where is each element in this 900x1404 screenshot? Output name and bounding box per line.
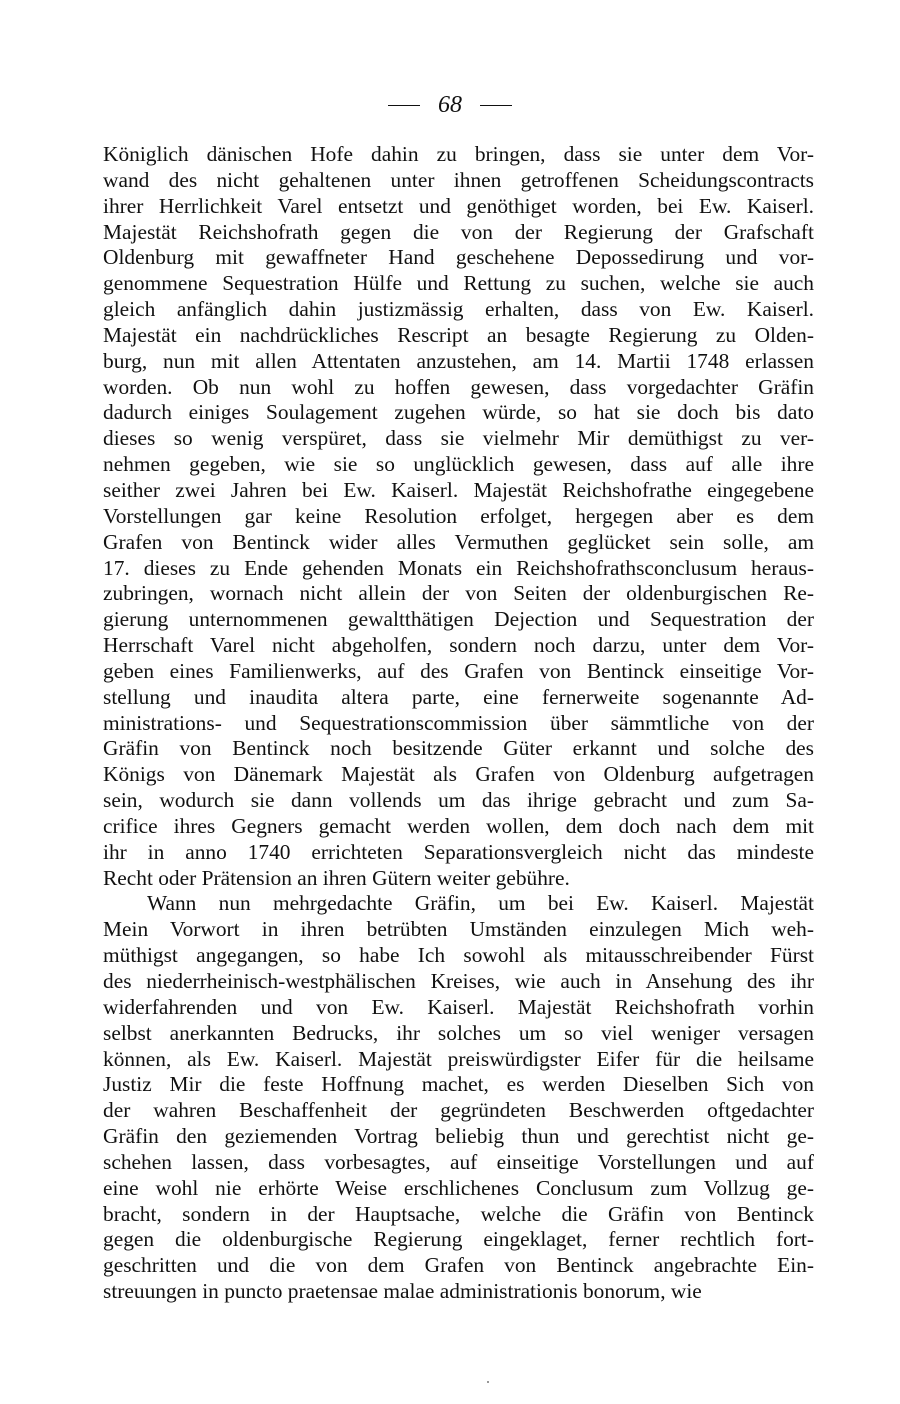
print-speck — [487, 1381, 489, 1383]
text-line: des niederrheinisch-westphälischen Kreises, wie auch in Ansehung des ihr — [103, 969, 814, 993]
text-line: selbst anerkannten Bedrucks, ihr solches um so viel weniger versagen — [103, 1020, 814, 1045]
text-line: der wahren Beschaffenheit der gegründeten Beschwerden oftgedachter — [103, 1098, 814, 1123]
text-line: gierung unternommenen gewaltthätigen Dejection und Sequestration der — [103, 607, 814, 632]
text-line: Gräfin den geziemenden Vortrag beliebig thun und gerechtist nicht ge- — [103, 1124, 814, 1149]
text-line: bracht, sondern in der Hauptsache, welche die Gräfin von Bentinck — [103, 1201, 814, 1226]
text-line: gleich anfänglich dahin justizmässig erhalten, dass von Ew. Kaiserl. — [103, 297, 814, 322]
text-line: 17. dieses zu Ende gehenden Monats ein Reichshofrathsconclusum heraus- — [103, 555, 814, 580]
text-line: Herrschaft Varel nicht abgeholfen, sondern noch darzu, unter dem Vor- — [103, 633, 814, 658]
header-dash-left — [388, 105, 420, 106]
text-line: widerfahrenden und von Ew. Kaiserl. Majestät Reichshofrath vorhin — [103, 994, 814, 1019]
text-line: schehen lassen, dass vorbesagtes, auf einseitige Vorstellungen und auf — [103, 1149, 814, 1174]
paragraph — [103, 891, 814, 1305]
text-line: geben eines Familienwerks, auf des Grafen von Bentinck einseitige Vor- — [103, 658, 814, 683]
text-line: Königlich dänischen Hofe dahin zu bringen, dass sie unter dem Vor- — [103, 142, 814, 166]
text-line: dadurch einiges Soulagement zugehen würde, so hat sie doch bis dato — [103, 400, 814, 425]
text-line: Mein Vorwort in ihren betrübten Umständen einzulegen Mich weh- — [103, 917, 814, 942]
text-line: sein, wodurch sie dann vollends um das ihrige gebracht und zum Sa- — [103, 788, 814, 813]
text-line: Majestät ein nachdrückliches Rescript an besagte Regierung zu Olden- — [103, 322, 814, 347]
text-line: Wann nun mehrgedachte Gräfin, um bei Ew. Kaiserl. Majestät — [147, 891, 814, 916]
text-line: müthigst angegangen, so habe Ich sowohl als mitausschreibender Fürst — [103, 943, 814, 968]
text-line: Majestät Reichshofrath gegen die von der Regierung der Grafschaft — [103, 219, 814, 244]
header-dash-right — [480, 105, 512, 106]
text-line: Königs von Dänemark Majestät als Grafen von Oldenburg aufgetragen — [103, 762, 814, 787]
text-line: Gräfin von Bentinck noch besitzende Güter erkannt und solche des — [103, 736, 814, 761]
text-line: nehmen gegeben, wie sie so unglücklich gewesen, dass auf alle ihre — [103, 452, 814, 477]
text-line: gegen die oldenburgische Regierung eingeklaget, ferner rechtlich fort- — [103, 1227, 814, 1252]
text-line: seither zwei Jahren bei Ew. Kaiserl. Majestät Reichshofrathe eingegebene — [103, 477, 814, 502]
paragraph — [103, 142, 814, 891]
text-line: dieses so wenig verspüret, dass sie vielmehr Mir demüthigst zu ver- — [103, 426, 814, 451]
text-line: eine wohl nie erhörte Weise erschlichenes Conclusum zum Vollzug ge- — [103, 1175, 814, 1200]
text-line: burg, nun mit allen Attentaten anzustehen, am 14. Martii 1748 erlassen — [103, 348, 814, 373]
text-line: Vorstellungen gar keine Resolution erfolget, hergegen aber es dem — [103, 503, 814, 528]
text-line: Oldenburg mit gewaffneter Hand geschehene Depossedirung und vor- — [103, 245, 814, 270]
text-line: geschritten und die von dem Grafen von Bentinck angebrachte Ein- — [103, 1253, 814, 1278]
text-line: ministrations- und Sequestrationscommission über sämmtliche von der — [103, 710, 814, 735]
text-line: wand des nicht gehaltenen unter ihnen getroffenen Scheidungscontracts — [103, 167, 814, 192]
text-line: zubringen, wornach nicht allein der von Seiten der oldenburgischen Re- — [103, 581, 814, 606]
text-line: worden. Ob nun wohl zu hoffen gewesen, dass vorgedachter Gräfin — [103, 374, 814, 399]
body-text — [103, 142, 814, 1305]
text-line: crifice ihres Gegners gemacht werden wollen, dem doch nach dem mit — [103, 813, 814, 838]
page-number: 68 — [438, 92, 462, 118]
text-line: genommene Sequestration Hülfe und Rettung zu suchen, welche sie auch — [103, 271, 814, 296]
text-line: Recht oder Prätension an ihren Gütern weiter gebühre. — [103, 865, 570, 890]
text-line: stellung und inaudita altera parte, eine fernerweite sogenannte Ad- — [103, 684, 814, 709]
text-line: streuungen in puncto praetensae malae administrationis bonorum, wie — [103, 1279, 702, 1304]
text-line: Justiz Mir die feste Hoffnung machet, es werden Dieselben Sich von — [103, 1072, 814, 1097]
text-line: ihrer Herrlichkeit Varel entsetzt und genöthiget worden, bei Ew. Kaiserl. — [103, 193, 814, 218]
text-line: ihr in anno 1740 errichteten Separationsvergleich nicht das mindeste — [103, 839, 814, 864]
text-line: Grafen von Bentinck wider alles Vermuthen geglücket sein solle, am — [103, 529, 814, 554]
text-line: können, als Ew. Kaiserl. Majestät preiswürdigster Eifer für die heilsame — [103, 1046, 814, 1071]
page-header — [0, 90, 900, 120]
